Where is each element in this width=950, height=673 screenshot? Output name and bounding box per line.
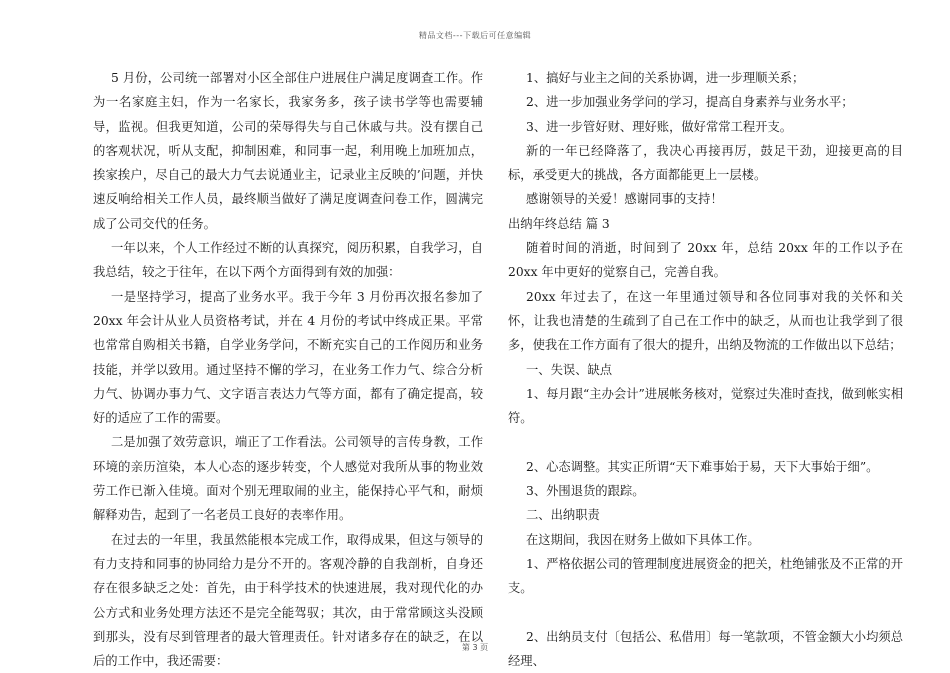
list-item: 3、进一步管好财、理好账，做好常常工程开支。 (526, 119, 793, 134)
list-item: 2、进一步加强业务学问的学习，提高自身素养与业务水平； (526, 95, 854, 110)
subheading: 二、出纳职责 (526, 508, 600, 523)
list-item: 3、外围退货的跟踪。 (526, 484, 645, 499)
paragraph: 一是坚持学习，提高了业务水平。我于今年 3 月份再次报名参加了 20xx 年会计从业人员资格考试，并在 4 月份的考试中终成正果。平常也常常自购相关书籍，自学业务学问，不断充实自己的工作阅历和业务技能，并学以致用。通过坚持不懈的学习，在业务工作力气、综合分析力气、协调办事力气、文字语言表达力气等方面，都有了确定提高，较好的适应了工作的需要。 (93, 289, 483, 426)
left-column (93, 66, 483, 673)
list-item: 2、心态调整。其实正所谓“天下难事始于易，天下大事始于细”。 (526, 459, 879, 474)
paragraph: 5 月份，公司统一部署对小区全部住户进展住户满足度调查工作。作为一名家庭主妇，作为一名家长，我家务多，孩子读书学等也需要辅导，监视。但我更知道，公司的荣辱得失与自己休戚与共。没有摆自己的客观状况，听从支配，抑制困难，和同事一起，利用晚上加班加点，挨家挨户，尽自己的最大力气去说通业主，记录业主反映的’问题，并快速反响给相关工作人员，最终顺当做好了满足度调查问卷工作，圆满完成了公司交代的任务。 (93, 71, 483, 231)
paragraph: 二是加强了效劳意识，端正了工作看法。公司领导的言传身教，工作环境的亲历渲染，本人心态的逐步转变，个人感觉对我所从事的物业效劳工作已渐入佳境。面对个别无理取闹的业主，能保持心平气和，耐烦解释劝告，起到了一名老员工良好的表率作用。 (93, 435, 483, 523)
section-title: 出纳年终总结 篇 3 (508, 216, 610, 231)
paragraph: 在这期间，我因在财务上做如下具体工作。 (526, 532, 760, 547)
list-item: 1、严格依据公司的管理制度进展资金的把关，杜绝铺张及不正常的开支。 (508, 556, 903, 596)
paragraph: 20xx 年过去了，在这一年里通过领导和各位同事对我的关怀和关怀，让我也清楚的生疏到了自己在工作中的缺乏，从而也让我学到了很多，使我在工作方面有了很大的提升，出纳及物流的工作做出以下总结； (508, 289, 903, 353)
right-column (508, 66, 903, 673)
subheading: 一、失误、缺点 (526, 362, 613, 377)
paragraph: 在过去的一年里，我虽然能根本完成工作，取得成果，但这与领导的有力支持和同事的协同给力是分不开的。客观冷静的自我剖析，自身还存在很多缺乏之处：首先，由于科学技术的快速进展，我对现代化的办公方式和业务处理方法还不是完全能驾驭；其次，由于常常顾这头没顾到那头，没有尽到管理者的最大管理责任。针对诸多存在的缺乏，在以后的工作中，我还需要： (93, 532, 483, 669)
paragraph: 感谢领导的关爱！感谢同事的支持！ (526, 192, 723, 207)
list-item: 1、搞好与业主之间的关系协调，进一步理顺关系； (526, 71, 805, 85)
page-header: 精品文档---下载后可任意编辑 (418, 31, 532, 40)
paragraph: 一年以来，个人工作经过不断的认真探究，阅历积累，自我学习，自我总结，较之于往年，在以下两个方面得到有效的加强： (93, 241, 483, 280)
page-number: 第 3 页 (461, 643, 489, 652)
list-item: 1、每月跟“主办会计”进展帐务核对，觉察过失准时查找，做到帐实相符。 (508, 386, 904, 426)
paragraph: 随着时间的消逝，时间到了 20xx 年，总结 20xx 年的工作以予在 20xx 年中更好的觉察自己，完善自我。 (508, 241, 903, 280)
paragraph: 新的一年已经降落了，我决心再接再厉，鼓足干劲，迎接更高的目标，承受更大的挑战，各方面都能更上一层楼。 (508, 143, 903, 183)
list-item: 2、出纳员支付〔包括公、私借用〕每一笔款项，不管金额大小均须总经理、 (508, 629, 903, 669)
